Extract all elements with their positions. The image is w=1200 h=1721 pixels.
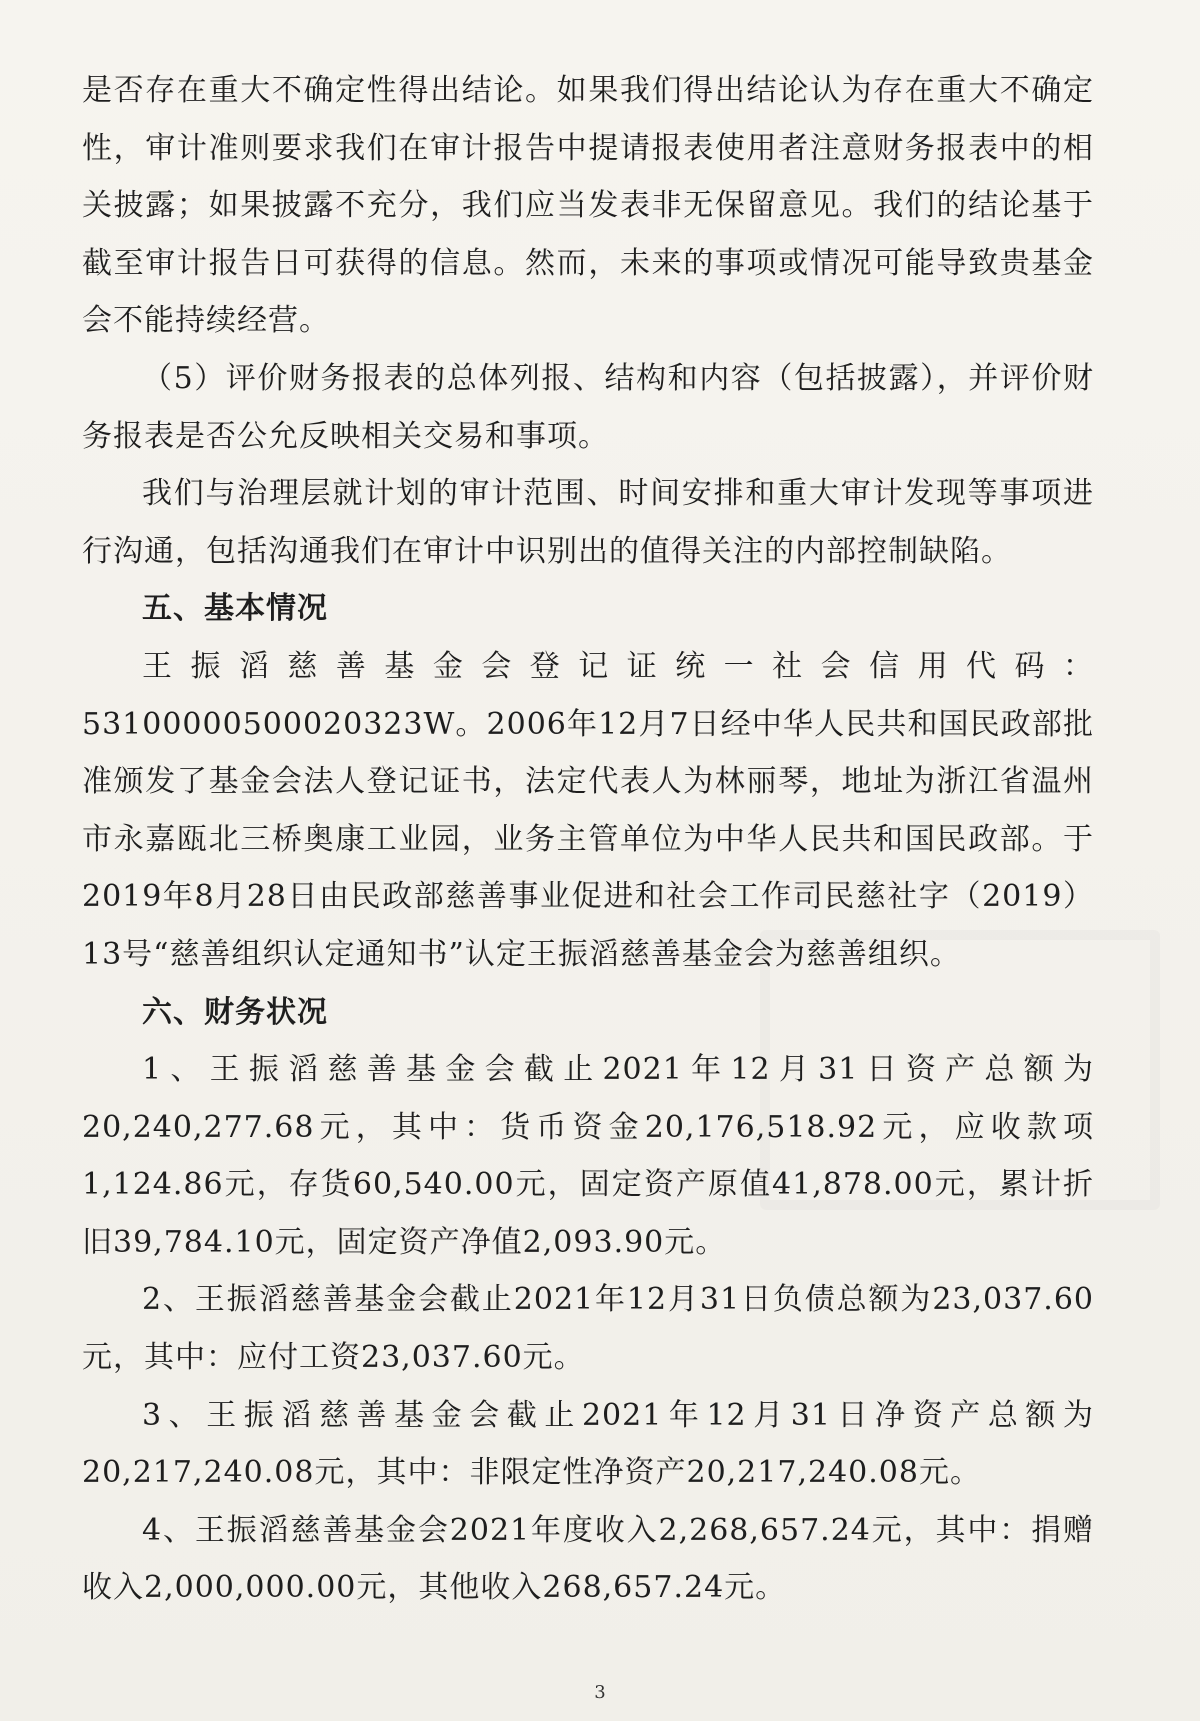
paragraph-net-assets: 3、王振滔慈善基金会截止2021年12月31日净资产总额为20,217,240.08元，其中：非限定性净资产20,217,240.08元。 [82, 1397, 1094, 1491]
page-number: 3 [594, 1682, 606, 1703]
section-heading-basic-info: 五、基本情况 [142, 591, 328, 627]
paragraph-evaluate-presentation: （5）评价财务报表的总体列报、结构和内容（包括披露），并评价财务报表是否公允反映相关交易和事项。 [82, 360, 1094, 454]
paragraph-total-liabilities: 2、王振滔慈善基金会截止2021年12月31日负债总额为23,037.60元，其中：应付工资23,037.60元。 [82, 1282, 1094, 1376]
section-heading-financial-status: 六、财务状况 [142, 994, 328, 1030]
paragraph-income: 4、王振滔慈善基金会2021年度收入2,268,657.24元，其中：捐赠收入2,000,000.00元，其他收入268,657.24元。 [82, 1512, 1094, 1606]
paragraph-going-concern: 是否存在重大不确定性得出结论。如果我们得出结论认为存在重大不确定性，审计准则要求我们在审计报告中提请报表使用者注意财务报表中的相关披露；如果披露不充分，我们应当发表非无保留意见。我们的结论基于截至审计报告日可获得的信息。然而，未来的事项或情况可能导致贵基金会不能持续经营。 [82, 73, 1094, 339]
paragraph-basic-info: 王振滔慈善基金会登记证统一社会信用代码：53100000500020323W。2006年12月7日经中华人民共和国民政部批准颁发了基金会法人登记证书，法定代表人为林丽琴，地址为浙江省温州市永嘉瓯北三桥奥康工业园，业务主管单位为中华人民共和国民政部。于2019年8月28日由民政部慈善事业促进和社会工作司民慈社字（2019）13号“慈善组织认定通知书”认定王振滔慈善基金会为慈善组织。 [82, 648, 1094, 972]
paragraph-governance-communication: 我们与治理层就计划的审计范围、时间安排和重大审计发现等事项进行沟通，包括沟通我们在审计中识别出的值得关注的内部控制缺陷。 [82, 476, 1094, 569]
paragraph-total-assets: 1、王振滔慈善基金会截止2021年12月31日资产总额为20,240,277.68元，其中：货币资金20,176,518.92元，应收款项1,124.86元，存货60,540.00元，固定资产原值41,878.00元，累计折旧39,784.10元，固定资产净值2,093.90元。 [82, 1052, 1094, 1260]
document-body [82, 62, 1094, 1617]
